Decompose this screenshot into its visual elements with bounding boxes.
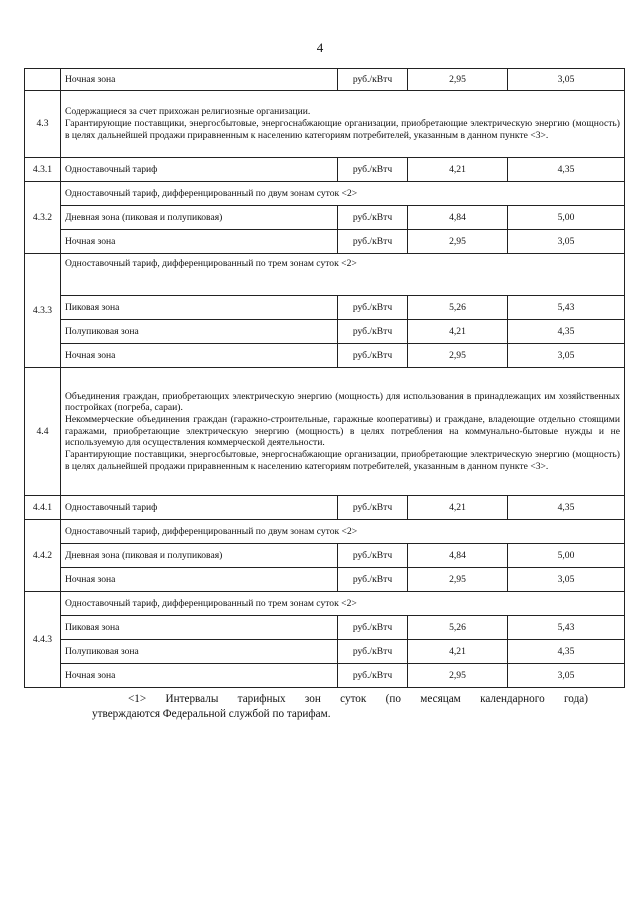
footnote-word: месяцам (420, 693, 461, 705)
row-label: Одноставочный тариф, дифференцированный по трем зонам суток <2> (61, 254, 625, 296)
value-cell: 3,05 (508, 664, 625, 688)
table-row (25, 296, 625, 320)
row-number: 4.4.2 (25, 520, 61, 592)
row-label: Дневная зона (пиковая и полупиковая) (61, 206, 338, 230)
unit-cell: руб./кВтч (338, 616, 408, 640)
unit-cell: руб./кВтч (338, 158, 408, 182)
row-label: Ночная зона (61, 344, 338, 368)
value-cell: 2,95 (408, 230, 508, 254)
section-text: Содержащиеся за счет прихожан религиозные организации. (65, 106, 311, 118)
value-cell: 4,35 (508, 158, 625, 182)
footnote (92, 692, 588, 722)
unit-cell: руб./кВтч (338, 69, 408, 91)
table-row (25, 344, 625, 368)
section-text: Некоммерческие объединения граждан (гаражно-строительные, гаражные кооперативы) и граждане, владеющие отдельно стоящими гаражами, приобретающие электрическую энергию (мощность) в целях потребления на коммунально-бытовые нужды и не используемую для осуществления коммерческой деятельности. (65, 413, 620, 449)
value-cell: 4,21 (408, 158, 508, 182)
row-number: 4.4.3 (25, 592, 61, 688)
section-text: Гарантирующие поставщики, энергосбытовые, энергоснабжающие организации, приобретающие электрическую энергию (мощность) в целях дальнейшей продажи приравненным к населению категориям потребителей, указанным в данном пункте <3>. (65, 118, 620, 141)
row-label: Ночная зона (61, 568, 338, 592)
row-label: Дневная зона (пиковая и полупиковая) (61, 544, 338, 568)
value-cell: 4,84 (408, 544, 508, 568)
table-row (25, 182, 625, 206)
table-row (25, 254, 625, 296)
value-cell: 2,95 (408, 344, 508, 368)
table-row (25, 230, 625, 254)
value-cell: 4,84 (408, 206, 508, 230)
table-row (25, 69, 625, 91)
table-row (25, 616, 625, 640)
row-label: Полупиковая зона (61, 320, 338, 344)
value-cell: 3,05 (508, 568, 625, 592)
value-cell: 2,95 (408, 568, 508, 592)
unit-cell: руб./кВтч (338, 664, 408, 688)
footnote-word: зон (304, 693, 321, 705)
footnote-word: Интервалы (165, 693, 219, 705)
value-cell: 4,21 (408, 496, 508, 520)
value-cell: 4,35 (508, 496, 625, 520)
row-number: 4.3.2 (25, 182, 61, 254)
table-row (25, 664, 625, 688)
unit-cell: руб./кВтч (338, 640, 408, 664)
unit-cell: руб./кВтч (338, 568, 408, 592)
unit-cell: руб./кВтч (338, 344, 408, 368)
unit-cell: руб./кВтч (338, 544, 408, 568)
section-text: Гарантирующие поставщики, энергосбытовые, энергоснабжающие организации, приобретающие электрическую энергию (мощность) в целях дальнейшей продажи приравненным к населению категориям потребителей, указанным в данном пункте <3>. (65, 449, 620, 472)
table-row (25, 640, 625, 664)
table-row (25, 592, 625, 616)
unit-cell: руб./кВтч (338, 320, 408, 344)
section-row (25, 91, 625, 158)
value-cell: 4,21 (408, 640, 508, 664)
value-cell: 5,00 (508, 544, 625, 568)
row-number: 4.3.1 (25, 158, 61, 182)
row-number: 4.4.1 (25, 496, 61, 520)
row-label: Одноставочный тариф (61, 158, 338, 182)
row-label: Ночная зона (61, 69, 338, 91)
table-row (25, 568, 625, 592)
section-row (25, 368, 625, 496)
table-row (25, 206, 625, 230)
footnote-line-1 (92, 692, 588, 707)
row-label: Одноставочный тариф, дифференцированный по двум зонам суток <2> (61, 182, 625, 206)
footnote-word: суток (340, 693, 367, 705)
value-cell: 3,05 (508, 344, 625, 368)
row-label: Одноставочный тариф, дифференцированный по трем зонам суток <2> (61, 592, 625, 616)
section-description (61, 368, 625, 496)
unit-cell: руб./кВтч (338, 206, 408, 230)
value-cell: 5,43 (508, 296, 625, 320)
tariff-table (24, 68, 625, 688)
row-label: Ночная зона (61, 230, 338, 254)
value-cell: 5,00 (508, 206, 625, 230)
section-description (61, 91, 625, 158)
row-label: Одноставочный тариф (61, 496, 338, 520)
row-number: 4.4 (25, 368, 61, 496)
value-cell: 3,05 (508, 230, 625, 254)
footnote-word: года) (563, 693, 588, 705)
section-text: Объединения граждан, приобретающих электрическую энергию (мощность) для использования в принадлежащих им хозяйственных постройках (погреба, сараи). (65, 390, 620, 414)
row-label: Полупиковая зона (61, 640, 338, 664)
value-cell: 2,95 (408, 664, 508, 688)
row-number: 4.3 (25, 91, 61, 158)
row-label: Пиковая зона (61, 616, 338, 640)
table-row (25, 158, 625, 182)
page-number: 4 (316, 40, 324, 55)
value-cell: 4,35 (508, 320, 625, 344)
row-label: Ночная зона (61, 664, 338, 688)
table-row (25, 320, 625, 344)
row-number (25, 69, 61, 91)
value-cell: 4,35 (508, 640, 625, 664)
unit-cell: руб./кВтч (338, 296, 408, 320)
footnote-line-2: утверждаются Федеральной службой по тарифам. (92, 708, 331, 721)
unit-cell: руб./кВтч (338, 230, 408, 254)
table-row (25, 496, 625, 520)
value-cell: 5,26 (408, 616, 508, 640)
footnote-word: (по (385, 693, 401, 705)
value-cell: 5,26 (408, 296, 508, 320)
footnote-word: <1> (128, 693, 147, 705)
footnote-word: тарифных (237, 693, 286, 705)
value-cell: 4,21 (408, 320, 508, 344)
value-cell: 2,95 (408, 69, 508, 91)
row-label: Одноставочный тариф, дифференцированный по двум зонам суток <2> (61, 520, 625, 544)
table-row (25, 544, 625, 568)
row-label: Пиковая зона (61, 296, 338, 320)
table-row (25, 520, 625, 544)
value-cell: 5,43 (508, 616, 625, 640)
footnote-word: календарного (480, 693, 545, 705)
value-cell: 3,05 (508, 69, 625, 91)
unit-cell: руб./кВтч (338, 496, 408, 520)
row-number: 4.3.3 (25, 254, 61, 368)
